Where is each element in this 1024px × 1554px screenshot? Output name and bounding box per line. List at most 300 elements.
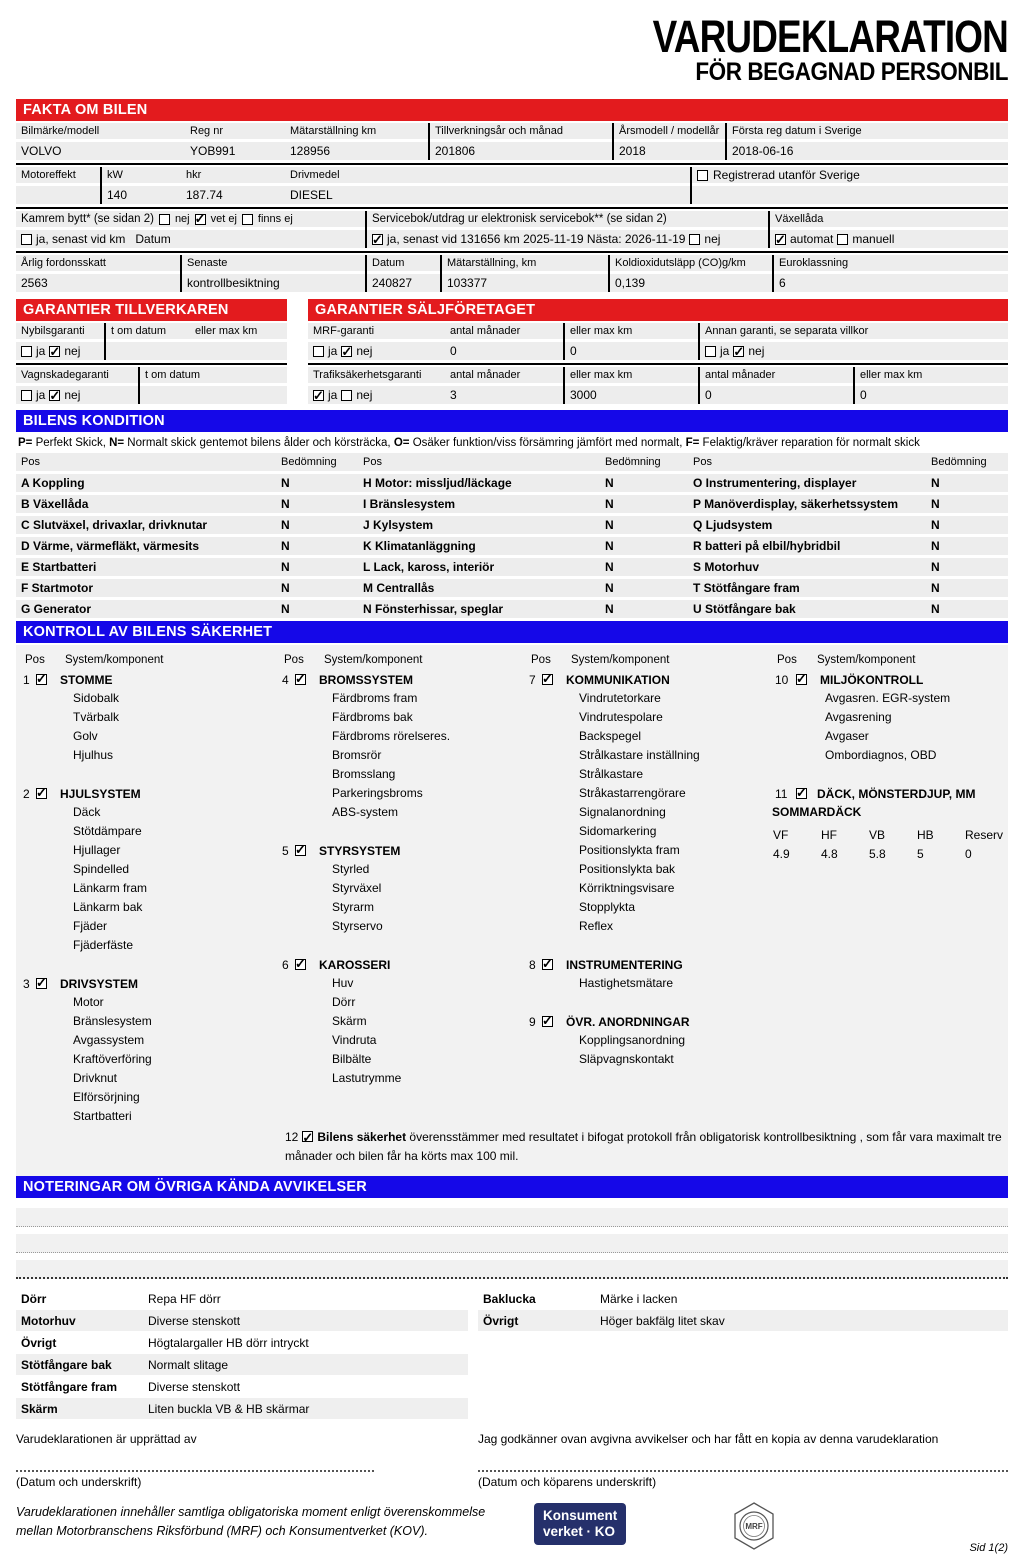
kontroll-group-miljokontroll — [768, 670, 1008, 765]
checkbox-vagnskade-nej[interactable] — [49, 390, 60, 401]
signature-right-caption: (Datum och köparens underskrift) — [478, 1475, 657, 1490]
tyre-header: VF — [773, 828, 789, 843]
list-item: Huv — [332, 976, 354, 991]
page-number: Sid 1(2) — [969, 1542, 1008, 1554]
group-number: 10 — [775, 672, 789, 687]
list-item: Startbatteri — [73, 1109, 132, 1124]
list-item: Hjulhus — [73, 748, 114, 763]
writein-line[interactable] — [16, 1234, 1008, 1253]
checkbox-label: finns ej — [257, 213, 293, 226]
item-grade: N — [931, 602, 940, 617]
field-annan-garanti — [698, 323, 1008, 360]
tyre-subtitle: SOMMARDÄCK — [772, 805, 862, 820]
field-label: t om datum — [140, 367, 287, 383]
item-name: A Koppling — [21, 476, 85, 491]
checkbox-group-6[interactable] — [295, 959, 306, 970]
section-header-kontroll: KONTROLL AV BILENS SÄKERHET — [16, 621, 1008, 643]
kondition-row — [16, 558, 1008, 576]
list-item: Tvärbalk — [73, 710, 120, 725]
garanti-tillverkare-block — [16, 299, 287, 407]
signature-line-buyer[interactable] — [478, 1446, 1008, 1472]
group-items — [768, 689, 1008, 765]
note-row — [16, 1332, 468, 1353]
list-item: Släpvagnskontakt — [579, 1052, 674, 1067]
group-items — [16, 993, 275, 1126]
checkbox-mrf-ja[interactable] — [313, 346, 324, 357]
checkbox-group-1[interactable] — [36, 674, 47, 685]
group-items — [275, 974, 522, 1088]
note-label: Övrigt — [21, 1335, 57, 1350]
legend-key: F= — [685, 437, 700, 450]
list-item: Färdbroms bak — [332, 710, 413, 725]
checkbox-label: automat — [790, 232, 834, 247]
kov-logo-line-2: verket · KO — [543, 1523, 616, 1539]
field-motoreffekt — [16, 167, 100, 204]
field-mrf-manader — [445, 323, 563, 360]
checkbox-annan-nej[interactable] — [733, 346, 744, 357]
field-tillverkningsar — [428, 123, 612, 160]
group-title: BROMSSYSTEM — [319, 672, 414, 687]
field-value: 0 — [855, 386, 1008, 404]
signature-line-seller[interactable] — [16, 1446, 374, 1472]
field-fordonsskatt — [16, 255, 180, 292]
list-item: Styrväxel — [332, 881, 382, 896]
footer-legal-text — [16, 1503, 494, 1541]
field-besiktning-datum — [365, 255, 440, 292]
checkbox-label: nej — [356, 344, 373, 359]
checkbox-nybils-ja[interactable] — [21, 346, 32, 357]
vagnskade-checkline — [16, 386, 138, 404]
noteringar-left-col — [16, 1288, 468, 1420]
field-label: Årsmodell / modellår — [614, 123, 725, 139]
field-label: Motoreffekt — [16, 167, 100, 183]
tyre-value-row — [773, 845, 1008, 864]
list-item: Sidobalk — [73, 691, 120, 706]
kontroll-group-dack — [768, 784, 1008, 864]
checkbox-kamrem-ja[interactable] — [21, 234, 32, 245]
kontroll-group-ovr-anordningar — [522, 1012, 768, 1069]
item-name: P Manöverdisplay, säkerhetssystem — [693, 497, 898, 512]
checkbox-nybils-nej[interactable] — [49, 346, 60, 357]
item-name: B Växellåda — [21, 497, 89, 512]
item-grade: N — [281, 476, 290, 491]
writein-line[interactable] — [16, 1208, 1008, 1227]
list-item: Dörr — [332, 995, 356, 1010]
checkbox-label: ja — [328, 344, 338, 359]
field-hkr — [181, 167, 285, 204]
tyre-header-row — [773, 826, 1008, 845]
note-text: Märke i lacken — [600, 1291, 678, 1306]
annan-checkline — [700, 342, 1008, 360]
group-number: 8 — [529, 957, 536, 972]
mrf-logo-icon — [731, 1501, 777, 1554]
note-row — [16, 1288, 468, 1309]
checkbox-label: manuell — [852, 232, 895, 247]
list-item: Avgasrening — [825, 710, 892, 725]
item-grade: N — [281, 560, 290, 575]
checkbox-trafik-nej[interactable] — [341, 390, 352, 401]
checkbox-label: ja — [36, 344, 46, 359]
vagnskadegaranti-row — [16, 363, 287, 407]
field-trafik-manader — [445, 367, 563, 404]
pos-header: Pos — [21, 456, 40, 469]
field-label: Tillverkningsår och månad — [430, 123, 612, 139]
group-title-row — [275, 841, 522, 860]
pos-header: Pos — [693, 456, 712, 469]
field-value: 2563 — [16, 274, 180, 292]
field-value: DIESEL — [285, 186, 690, 204]
item-name: J Kylsystem — [363, 518, 434, 533]
list-item: Stopplykta — [579, 900, 636, 915]
field-value: 6 — [774, 274, 1008, 292]
fakta-row-1 — [16, 121, 1008, 163]
group-title: DÄCK, MÖNSTERDJUP, MM — [817, 786, 976, 801]
field-label: antal månader — [445, 323, 563, 339]
kontroll-group-styrsystem — [275, 841, 522, 936]
noteringar-grid — [16, 1288, 1008, 1420]
group-title-row — [16, 784, 275, 803]
page-subtitle: FÖR BEGAGNAD PERSONBIL — [695, 58, 1008, 86]
kontroll-col-header — [16, 651, 275, 670]
kondition-row — [16, 474, 1008, 492]
field-kamrem — [16, 211, 365, 248]
checkbox-group-5[interactable] — [295, 845, 306, 856]
field-label: t om datum — [106, 323, 190, 339]
fakta-row-2 — [16, 163, 1008, 207]
list-item: Fjäder — [73, 919, 108, 934]
item-name: F Startmotor — [21, 581, 93, 596]
note-row — [478, 1288, 1008, 1309]
field-value — [692, 186, 1008, 204]
legend-text: Normalt skick gentemot bilens ålder och körsträcka, — [124, 437, 394, 450]
field-label: Annan garanti, se separata villkor — [700, 323, 1008, 339]
checkbox-registrerad-utanfor[interactable] — [697, 170, 708, 181]
mrf-checkline — [308, 342, 445, 360]
item-name: U Stötfångare bak — [693, 602, 796, 617]
checkbox-automat[interactable] — [775, 234, 786, 245]
item-grade: N — [605, 539, 614, 554]
field-label: Mätarställning km — [285, 123, 428, 139]
field-kw — [100, 167, 181, 204]
item-name: H Motor: missljud/läckage — [363, 476, 512, 491]
item-grade: N — [931, 539, 940, 554]
checkbox-kamrem-finnsej[interactable] — [242, 214, 253, 225]
list-item: Sidomarkering — [579, 824, 657, 839]
group-title: ÖVR. ANORDNINGAR — [566, 1014, 690, 1029]
item-name: N Fönsterhissar, speglar — [363, 602, 504, 617]
checkbox-servicebok-ja[interactable] — [372, 234, 383, 245]
kamrem-line-1 — [16, 211, 365, 227]
system-header: System/komponent — [571, 654, 670, 667]
field-forsta-reg — [725, 123, 1008, 160]
list-item: Färdbroms fram — [332, 691, 418, 706]
field-value: 0,139 — [610, 274, 772, 292]
checkbox-group-4[interactable] — [295, 674, 306, 685]
list-item: Avgassystem — [73, 1033, 145, 1048]
checkbox-label: nej — [356, 388, 373, 403]
footer — [16, 1503, 1008, 1554]
note-text: Högtalargaller HB dörr intryckt — [148, 1335, 309, 1350]
section-header-garanti-tillverkare: GARANTIER TILLVERKAREN — [16, 299, 287, 321]
group-title: HJULSYSTEM — [60, 786, 141, 801]
checkbox-vagnskade-ja[interactable] — [21, 390, 32, 401]
item-name: T Stötfångare fram — [693, 581, 800, 596]
item-grade: N — [281, 518, 290, 533]
field-trafik-maxkm — [563, 367, 698, 404]
field-value: 0 — [565, 342, 698, 360]
field-label: Växellåda — [770, 211, 1008, 227]
item-name: L Lack, kaross, interiör — [363, 560, 495, 575]
group-title: INSTRUMENTERING — [566, 957, 683, 972]
field-label: Första reg datum i Sverige — [727, 123, 1008, 139]
field-label: antal månader — [700, 367, 853, 383]
field-vaxellada — [768, 211, 1008, 248]
field-value: 0 — [445, 342, 563, 360]
checkbox-label: nej — [748, 344, 765, 359]
field-nybils-maxkm — [190, 323, 287, 360]
field-label: Koldioxidutsläpp (CO)g/km — [610, 255, 772, 271]
field-value — [190, 342, 287, 360]
tyre-header: HF — [821, 828, 837, 843]
field-value: 3 — [445, 386, 563, 404]
group-items — [275, 689, 522, 822]
note-label: Baklucka — [483, 1291, 536, 1306]
field-koldioxid — [608, 255, 772, 292]
kontroll-col-4 — [768, 651, 1008, 1145]
checkbox-trafik-ja[interactable] — [313, 390, 324, 401]
list-item: Lastutrymme — [332, 1071, 402, 1086]
note-row — [16, 1354, 468, 1375]
field-value: 3000 — [565, 386, 698, 404]
group-title-row — [275, 955, 522, 974]
tyre-header: HB — [917, 828, 934, 843]
group-title-row — [522, 955, 768, 974]
item-grade: N — [931, 518, 940, 533]
field-value: 240827 — [367, 274, 440, 292]
field-besiktning-matarstallning — [440, 255, 608, 292]
list-item: Färdbroms rörelseres. — [332, 729, 451, 744]
note-label: Motorhuv — [21, 1313, 76, 1328]
group-number: 11 — [775, 786, 788, 801]
item-name: S Motorhuv — [693, 560, 759, 575]
group-title-row — [768, 784, 1008, 803]
checkbox-manuell[interactable] — [837, 234, 848, 245]
writein-line[interactable] — [16, 1260, 1008, 1279]
field-matarstallning — [285, 123, 428, 160]
page-title: VARUDEKLARATION — [652, 11, 1008, 62]
kondition-row — [16, 537, 1008, 555]
group-title: STYRSYSTEM — [319, 843, 401, 858]
group-number: 12 — [285, 1130, 299, 1145]
checkbox-group-12[interactable] — [302, 1131, 313, 1142]
group-title-row — [768, 670, 1008, 689]
note-text: Repa HF dörr — [148, 1291, 221, 1306]
tyre-header: VB — [869, 828, 886, 843]
group-title: MILJÖKONTROLL — [820, 672, 924, 687]
kontroll-group-stomme — [16, 670, 275, 765]
field-value: 201806 — [430, 142, 612, 160]
list-item: Motor — [73, 995, 104, 1010]
field-label: Mätarställning, km — [442, 255, 608, 271]
group-title: KOMMUNIKATION — [566, 672, 670, 687]
checkbox-label: nej — [64, 388, 81, 403]
note-label: Övrigt — [483, 1313, 519, 1328]
group-title: STOMME — [60, 672, 113, 687]
checkbox-group-7[interactable] — [542, 674, 553, 685]
legend-text: Osäker funktion/viss försämring jämfört med normalt, — [409, 437, 686, 450]
checkbox-kamrem-vetej[interactable] — [195, 214, 206, 225]
kontroll-col-1 — [16, 651, 275, 1145]
fakta-row-4 — [16, 251, 1008, 295]
item-name: G Generator — [21, 602, 92, 617]
item-grade: N — [605, 581, 614, 596]
list-item: Bromsslang — [332, 767, 396, 782]
group-items — [522, 1031, 768, 1069]
list-item: Styrservo — [332, 919, 383, 934]
item-grade: N — [931, 476, 940, 491]
group-number: 3 — [23, 976, 30, 991]
item-grade: N — [931, 581, 940, 596]
list-item: Golv — [73, 729, 98, 744]
field-value — [106, 342, 190, 360]
kamrem-line-2 — [16, 230, 365, 248]
field-label: antal månader — [445, 367, 563, 383]
section-header-garanti-salj: GARANTIER SÄLJFÖRETAGET — [308, 299, 1008, 321]
list-item: Parkeringsbroms — [332, 786, 423, 801]
field-value: VOLVO — [16, 142, 185, 160]
checkbox-annan-ja[interactable] — [705, 346, 716, 357]
list-item: Vindruta — [332, 1033, 377, 1048]
checkbox-label: ja — [720, 344, 730, 359]
kontroll-col-header — [768, 651, 1008, 670]
tyre-table — [768, 826, 1008, 864]
note-row — [16, 1310, 468, 1331]
list-item: Däck — [73, 805, 101, 820]
system-header: System/komponent — [65, 654, 164, 667]
item-grade: N — [605, 497, 614, 512]
field-label: Servicebok/utdrag ur elektronisk servicebok** (se sidan 2) — [367, 211, 768, 227]
kontroll-group-kommunikation — [522, 670, 768, 936]
checkbox-label: nej — [704, 232, 721, 247]
pos-header: Pos — [531, 654, 551, 667]
bedomning-header: Bedömning — [931, 456, 987, 469]
field-value: 187.74 — [181, 186, 285, 204]
field-label: Nybilsgaranti — [16, 323, 104, 339]
list-item: Bilbälte — [332, 1052, 372, 1067]
checkbox-group-2[interactable] — [36, 788, 47, 799]
field-senaste-besiktning — [180, 255, 365, 292]
checkbox-group-11[interactable] — [796, 788, 807, 799]
list-item: Signalanordning — [579, 805, 666, 820]
checkbox-group-9[interactable] — [542, 1016, 553, 1027]
kondition-row — [16, 516, 1008, 534]
pos-header: Pos — [25, 654, 45, 667]
field-label: eller max km — [565, 367, 698, 383]
field-label: MRF-garanti — [308, 323, 445, 339]
checkbox-label: vet ej — [210, 213, 237, 226]
list-item: Avgaser — [825, 729, 869, 744]
note-text: Höger bakfälg litet skav — [600, 1313, 725, 1328]
checkbox-label: Registrerad utanför Sverige — [713, 168, 860, 183]
field-label: Drivmedel — [285, 167, 690, 183]
section-header-fakta: FAKTA OM BILEN — [16, 99, 1008, 121]
checkbox-servicebok-nej[interactable] — [689, 234, 700, 245]
group-title-row — [16, 670, 275, 689]
field-value: 128956 — [285, 142, 428, 160]
list-item: Backspegel — [579, 729, 642, 744]
noteringar-writein-area — [16, 1208, 1008, 1279]
item12-text: överensstämmer med resultatet i bifogat protokoll från obligatorisk kontrollbesiktning , som får vara maximalt tre månader och bilen får ha körts max 100 mil. — [285, 1130, 1002, 1164]
field-label: Euroklassning — [774, 255, 1008, 271]
list-item: Styrarm — [332, 900, 374, 915]
checkbox-group-3[interactable] — [36, 978, 47, 989]
checkbox-group-10[interactable] — [796, 674, 807, 685]
item12-bold: Bilens säkerhet — [317, 1130, 407, 1145]
kondition-row — [16, 495, 1008, 513]
list-item: Stötdämpare — [73, 824, 142, 839]
checkbox-label: ja, senast vid km — [36, 232, 126, 247]
tyre-value: 5 — [917, 847, 924, 862]
field-label: kW — [102, 167, 181, 183]
list-item: Reflex — [579, 919, 614, 934]
bedomning-header: Bedömning — [605, 456, 661, 469]
list-item: Fjäderfäste — [73, 938, 134, 953]
checkbox-mrf-nej[interactable] — [341, 346, 352, 357]
checkbox-kamrem-nej[interactable] — [159, 214, 170, 225]
field-annan-manader — [698, 367, 853, 404]
item-grade: N — [605, 476, 614, 491]
footer-line-2: mellan Motorbranschens Riksförbund (MRF) och Konsumentverket (KOV). — [16, 1524, 428, 1538]
list-item: Kopplingsanordning — [579, 1033, 686, 1048]
group-title-row — [522, 1012, 768, 1031]
kontroll-col-2 — [275, 651, 522, 1145]
field-label: Kamrem bytt* (se sidan 2) — [21, 213, 154, 226]
section-header-kondition: BILENS KONDITION — [16, 410, 1008, 432]
kov-logo-line-1: Konsument — [543, 1508, 618, 1524]
kondition-header-row — [16, 453, 1008, 471]
list-item: Länkarm fram — [73, 881, 148, 896]
item-grade: N — [281, 497, 290, 512]
field-nybils-tomdatum — [104, 323, 190, 360]
list-item: Positionslykta bak — [579, 862, 676, 877]
field-label: Trafiksäkerhetsgaranti — [308, 367, 445, 383]
note-text: Normalt slitage — [148, 1357, 229, 1372]
item-name: M Centrallås — [363, 581, 435, 596]
list-item: Stråkastarrengörare — [579, 786, 686, 801]
list-item: ABS-system — [332, 805, 399, 820]
vaxellada-line-2 — [770, 230, 1008, 248]
note-label: Skärm — [21, 1401, 58, 1416]
noteringar-right-col — [478, 1288, 1008, 1420]
system-header: System/komponent — [817, 654, 916, 667]
list-item: Avgasren. EGR-system — [825, 691, 951, 706]
checkbox-label: nej — [174, 213, 190, 226]
signature-area — [16, 1432, 1008, 1489]
kontroll-col-3 — [522, 651, 768, 1145]
pos-header: Pos — [363, 456, 382, 469]
note-label: Stötfångare bak — [21, 1357, 112, 1372]
checkbox-group-8[interactable] — [542, 959, 553, 970]
section-header-noteringar: NOTERINGAR OM ÖVRIGA KÄNDA AVVIKELSER — [16, 1176, 1008, 1198]
list-item: Ombordiagnos, OBD — [825, 748, 937, 763]
note-label: Dörr — [21, 1291, 47, 1306]
field-label: eller max km — [190, 323, 287, 339]
tyre-header: Reserv — [965, 828, 1004, 843]
field-label: Årlig fordonsskatt — [16, 255, 180, 271]
garanti-salj-block — [308, 299, 1008, 407]
list-item: Strålkastare — [579, 767, 644, 782]
item-grade: N — [931, 497, 940, 512]
